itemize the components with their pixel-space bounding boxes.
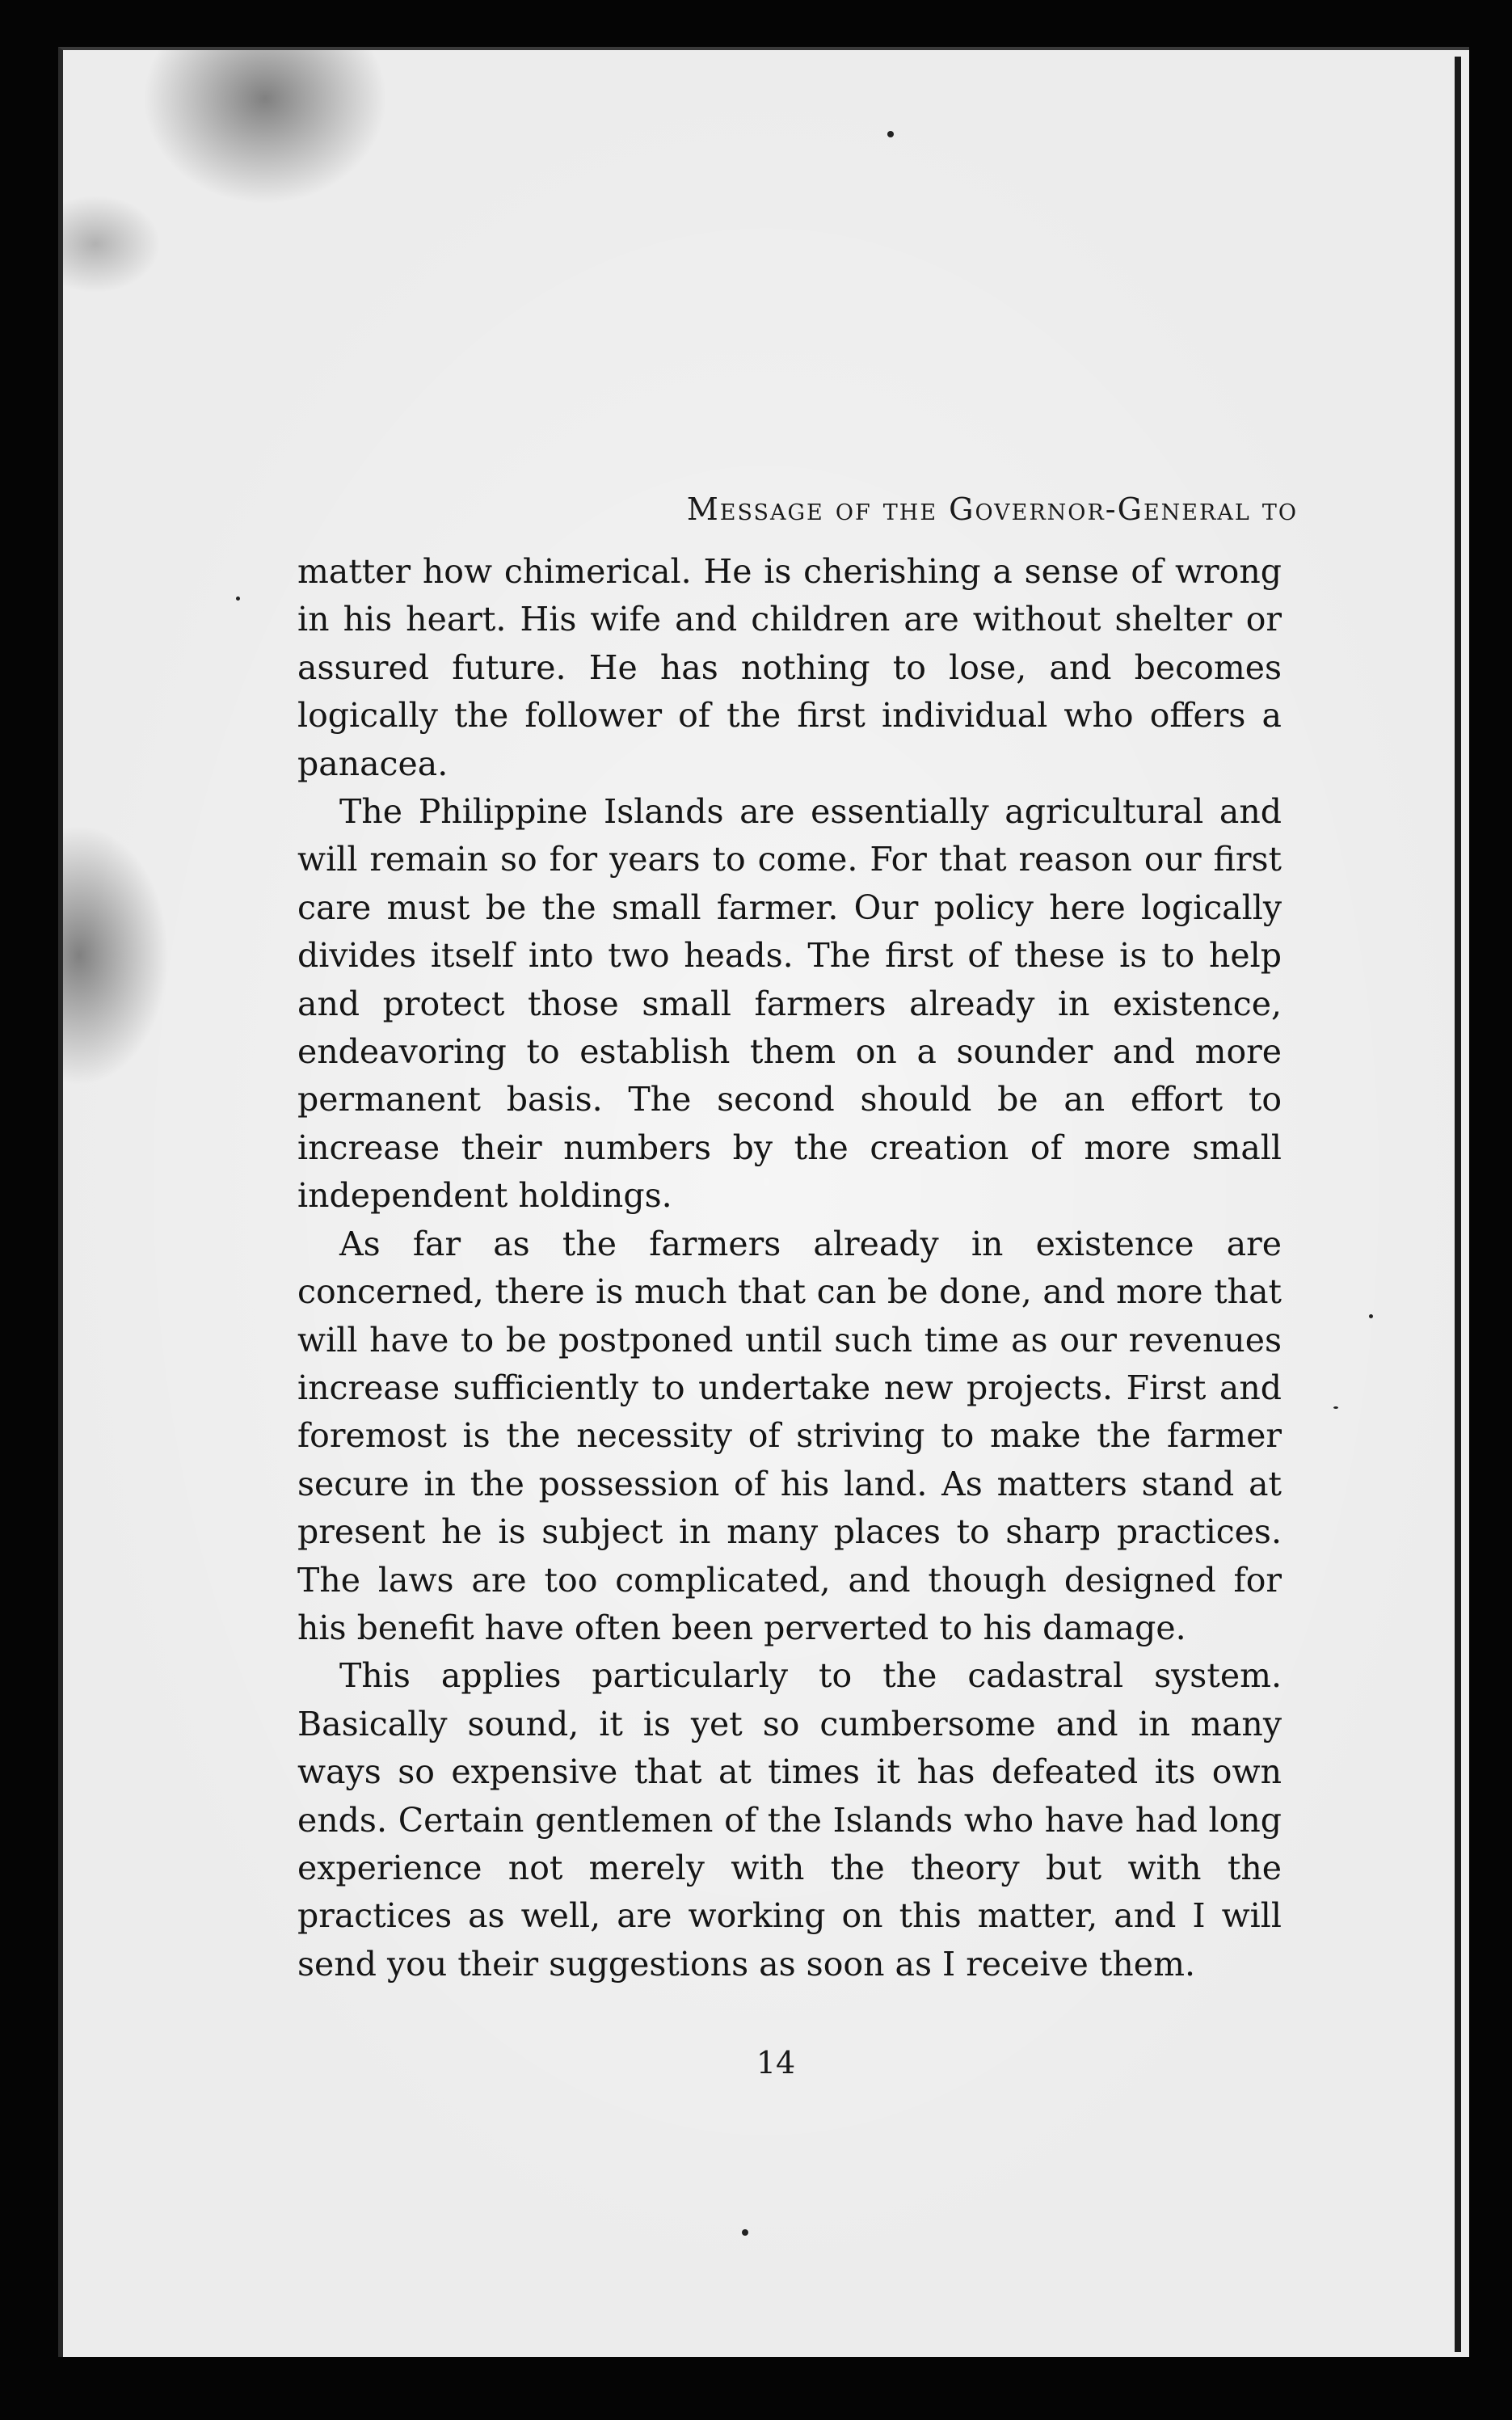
dust-speck (742, 2229, 748, 2236)
paragraph-1: matter how chimerical. He is cherishing a sense of wrong in his heart. His wife and children are without shelter or assured future. He has nothing to lose, and becomes logically the follower of the first individual who offers a panacea. (297, 552, 1282, 783)
dust-speck (887, 131, 894, 137)
dust-speck (1333, 1406, 1338, 1409)
paragraph-2: The Philippine Islands are essentially agricultural and will remain so for years to come. For that reason our first care must be the small farmer. Our policy here logically divides itself into two heads. The first of these is to help and protect those small farmers already in existence, endeavoring to establish them on a sounder and more permanent basis. The second should be an effort to increase their numbers by the creation of more small independent holdings. (297, 792, 1282, 1216)
paragraph-3: As far as the farmers already in existence are concerned, there is much that can be done, and more that will have to be postponed until such time as our revenues increase sufficiently to undertake new projects. First and foremost is the necessity of striving to make the farmer secure in the possession of his land. As matters stand at present he is subject in many places to sharp practices. The laws are too complicated, and though designed for his benefit have often been perverted to his damage. (297, 1224, 1282, 1647)
dust-speck (236, 597, 240, 601)
paragraph-4: This applies particularly to the cadastral system. Basically sound, it is yet so cumbersome and in many ways so expensive that at times it has defeated its own ends. Certain gentlemen of the Islands who have had long experience not merely with the theory but with the practices as well, are working on this matter, and I will send you their suggestions as soon as I receive them. (297, 1656, 1282, 1984)
body-text (297, 548, 1282, 1988)
dust-speck (1369, 1314, 1373, 1318)
page-number: 14 (756, 2045, 796, 2081)
running-head: Message of the Governor-General to (686, 491, 1298, 527)
page-edge-shadow (1455, 57, 1461, 2352)
